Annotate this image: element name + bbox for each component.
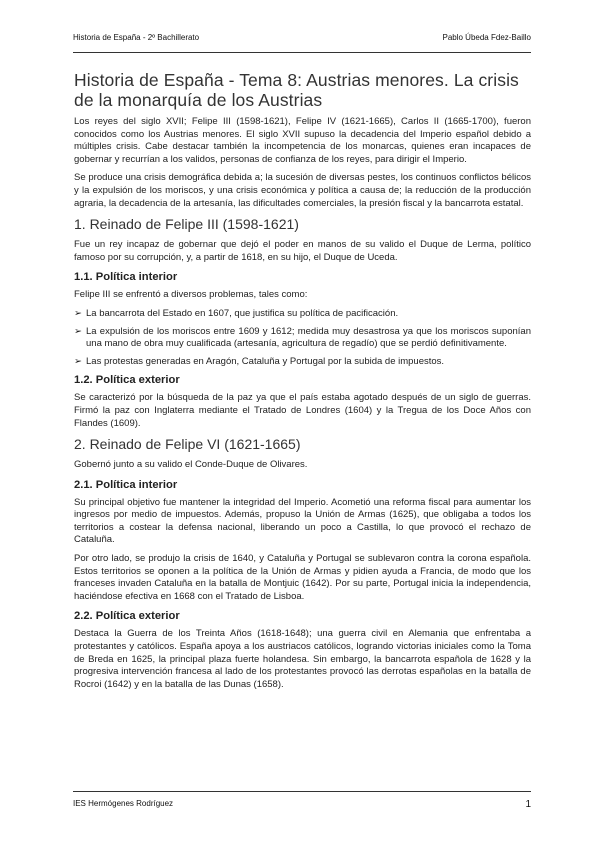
section-heading-felipe-iii: 1. Reinado de Felipe III (1598-1621) <box>74 216 299 233</box>
document-body <box>74 70 531 697</box>
subsection-2-1-paragraph-1: Su principal objetivo fue mantener la integridad del Imperio. Acometió una reforma fiscal para aumentar los ingresos por medio de impuestos. Además, propuso la Unión de Armas (1625), que obligaba a todos los territorios a costear la defensa nacional, liberando un poco a Castilla, lo que provocó el rechazo de Cataluña. <box>74 496 531 546</box>
list-item-text: La bancarrota del Estado en 1607, que justifica su política de pacificación. <box>86 307 399 319</box>
arrow-bullet-icon: ➢ <box>74 307 82 319</box>
subsection-1-1-intro: Felipe III se enfrentó a diversos problemas, tales como: <box>74 289 308 301</box>
problems-list <box>74 308 531 368</box>
list-item <box>74 308 531 321</box>
list-item-text: Las protestas generadas en Aragón, Cataluña y Portugal por la subida de impuestos. <box>86 355 445 367</box>
arrow-bullet-icon: ➢ <box>74 325 82 337</box>
page-number: 1 <box>525 799 531 810</box>
intro-paragraph-1: Los reyes del siglo XVII; Felipe III (1598-1621), Felipe IV (1621-1665), Carlos II (1665-1700), fueron conocidos como los Austrias menores. El siglo XVII supuso la decadencia del Imperio español debido a múltiples crisis. Cabe destacar también la incompetencia de los monarcas, quienes eran incapaces de gobernar y recurrían a los validos, personas de confianza de los reyes, para dirigir el Imperio. <box>74 116 531 165</box>
arrow-bullet-icon: ➢ <box>74 355 82 367</box>
subsection-heading-1-1: 1.1. Política interior <box>74 271 178 284</box>
intro-paragraph-2: Se produce una crisis demográfica debida a; la sucesión de diversas pestes, los continuos conflictos bélicos y la expulsión de los moriscos, y una crisis económica y política a causa de; la reducción de la producción agraria, la decadencia de la artesanía, las dificultades comerciales, la presión fiscal y la bancarrota estatal. <box>74 172 531 209</box>
document-title: Historia de España - Tema 8: Austrias menores. La crisis de la monarquía de los Austrias <box>74 70 519 110</box>
footer-school: IES Hermógenes Rodríguez <box>73 799 174 808</box>
subsection-heading-1-2: 1.2. Política exterior <box>74 374 180 387</box>
header-author: Pablo Úbeda Fdez-Baillo <box>442 33 531 42</box>
section-heading-felipe-iv: 2. Reinado de Felipe VI (1621-1665) <box>74 436 301 453</box>
list-item <box>74 356 531 369</box>
section-1-paragraph: Fue un rey incapaz de gobernar que dejó el poder en manos de su valido el Duque de Lerma, político famoso por su corrupción, y, a partir de 1618, en su hijo, el Duque de Uceda. <box>74 239 531 263</box>
footer-divider <box>73 791 531 792</box>
section-2-paragraph: Gobernó junto a su valido el Conde-Duque de Olivares. <box>74 459 308 471</box>
subsection-2-1-paragraph-2: Por otro lado, se produjo la crisis de 1640, y Cataluña y Portugal se sublevaron contra la corona española. Estos territorios se oponen a la política de la Unión de Armas y pidien ayuda a Francia, de modo que los franceses invaden Cataluña en la batalla de Montjuic (1642). Por su parte, Portugal inicia la independencia, haciéndose efectiva en 1668 con el Tratado de Lisboa. <box>74 553 531 602</box>
header-divider <box>73 52 531 53</box>
list-item-text: La expulsión de los moriscos entre 1609 y 1612; medida muy desastrosa ya que los moriscos suponían una mano de obra muy cualificada (artesanía, agricultura de regadío) que se perdió definitivamente. <box>86 325 531 350</box>
header-course: Historia de España - 2º Bachillerato <box>73 33 200 42</box>
page-footer <box>73 799 531 813</box>
subsection-heading-2-1: 2.1. Política interior <box>74 478 178 491</box>
list-item <box>74 326 531 351</box>
page-header <box>73 33 531 49</box>
subsection-heading-2-2: 2.2. Política exterior <box>74 610 180 623</box>
subsection-2-2-paragraph: Destaca la Guerra de los Treinta Años (1618-1648); una guerra civil en Alemania que enfrentaba a protestantes y católicos. España apoya a los austriacos católicos, logrando victorias iniciales como la Toma de Breda en 1625, la principal plaza fuerte holandesa. Sin embargo, la bancarrota española de 1628 y la progresiva intervención francesa al lado de los protestantes provocó las derrotas españolas en la batalla de Rocroi (1642) y en la batalla de las Dunas (1658). <box>74 628 531 690</box>
subsection-1-2-paragraph: Se caracterizó por la búsqueda de la paz ya que el país estaba agotado después de un siglo de guerras. Firmó la paz con Inglaterra mediante el Tratado de Londres (1604) y la Tregua de los Doce Años con Flandes (1609). <box>74 392 531 429</box>
